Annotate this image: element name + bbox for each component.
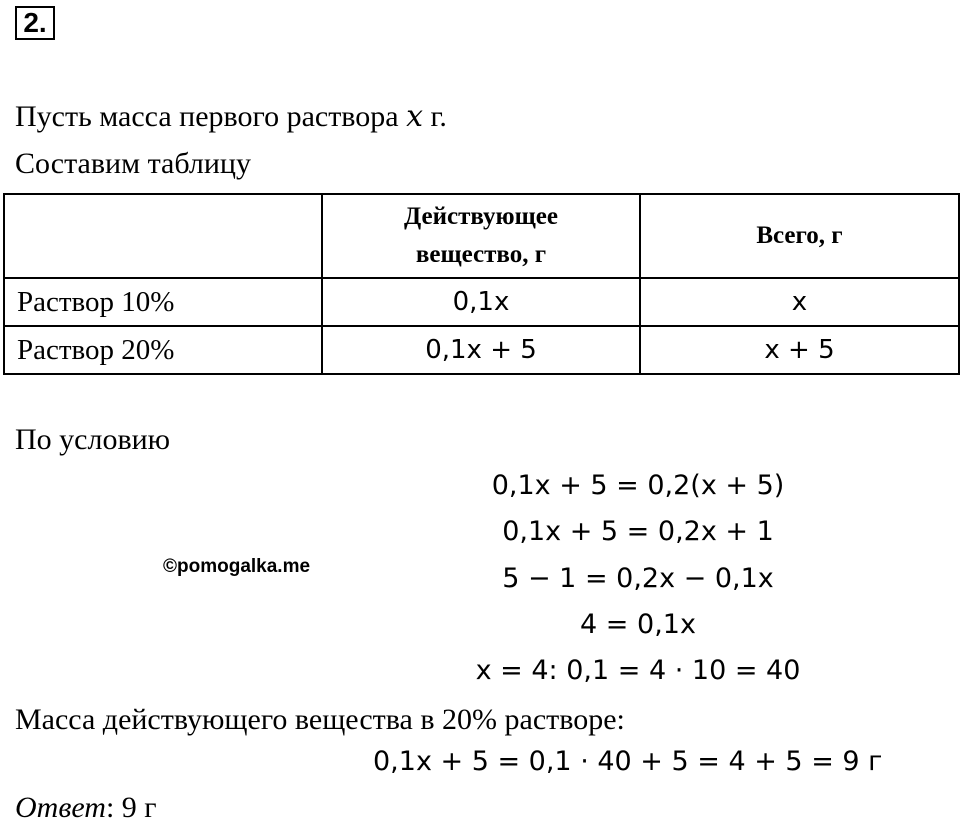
- equation-1: 0,1x + 5 = 0,2(x + 5): [491, 470, 785, 501]
- intro-line-1: [15, 99, 447, 135]
- table-row: [4, 326, 959, 374]
- equation-2: 0,1x + 5 = 0,2x + 1: [502, 516, 774, 547]
- condition-label: По условию: [15, 423, 171, 456]
- table-row-label: Раствор 10%: [4, 278, 322, 326]
- mass-label: Масса действующего вещества в 20% растворе:: [15, 703, 625, 736]
- answer-label: Ответ: [15, 791, 106, 824]
- solution-table: [3, 193, 960, 375]
- equation-4: 4 = 0,1x: [580, 609, 696, 640]
- equation-3: 5 − 1 = 0,2x − 0,1x: [502, 563, 774, 594]
- answer-value: : 9 г: [105, 791, 157, 824]
- intro-line-2: Составим таблицу: [15, 147, 251, 180]
- table-row: [4, 278, 959, 326]
- table-cell-substance: 0,1x: [322, 278, 640, 326]
- table-cell-total: x + 5: [640, 326, 959, 374]
- task-number: 2.: [15, 6, 55, 40]
- table-header-row: [4, 194, 959, 278]
- final-equation: 0,1x + 5 = 0,1 · 40 + 5 = 4 + 5 = 9 г: [373, 746, 883, 777]
- table-row-label: Раствор 20%: [4, 326, 322, 374]
- watermark: ©pomogalka.me: [163, 556, 311, 577]
- intro-variable: x: [406, 99, 424, 134]
- table-cell-substance: 0,1x + 5: [322, 326, 640, 374]
- intro-line-1-suffix: г.: [423, 100, 447, 133]
- intro-line-1-prefix: Пусть масса первого раствора: [15, 100, 407, 133]
- equation-5: x = 4: 0,1 = 4 · 10 = 40: [475, 655, 801, 686]
- table-header-substance: Действующее вещество, г: [322, 194, 640, 278]
- answer-line: [15, 790, 157, 826]
- table-cell-total: x: [640, 278, 959, 326]
- table-header-total: Всего, г: [640, 194, 959, 278]
- table-header-empty: [4, 194, 322, 278]
